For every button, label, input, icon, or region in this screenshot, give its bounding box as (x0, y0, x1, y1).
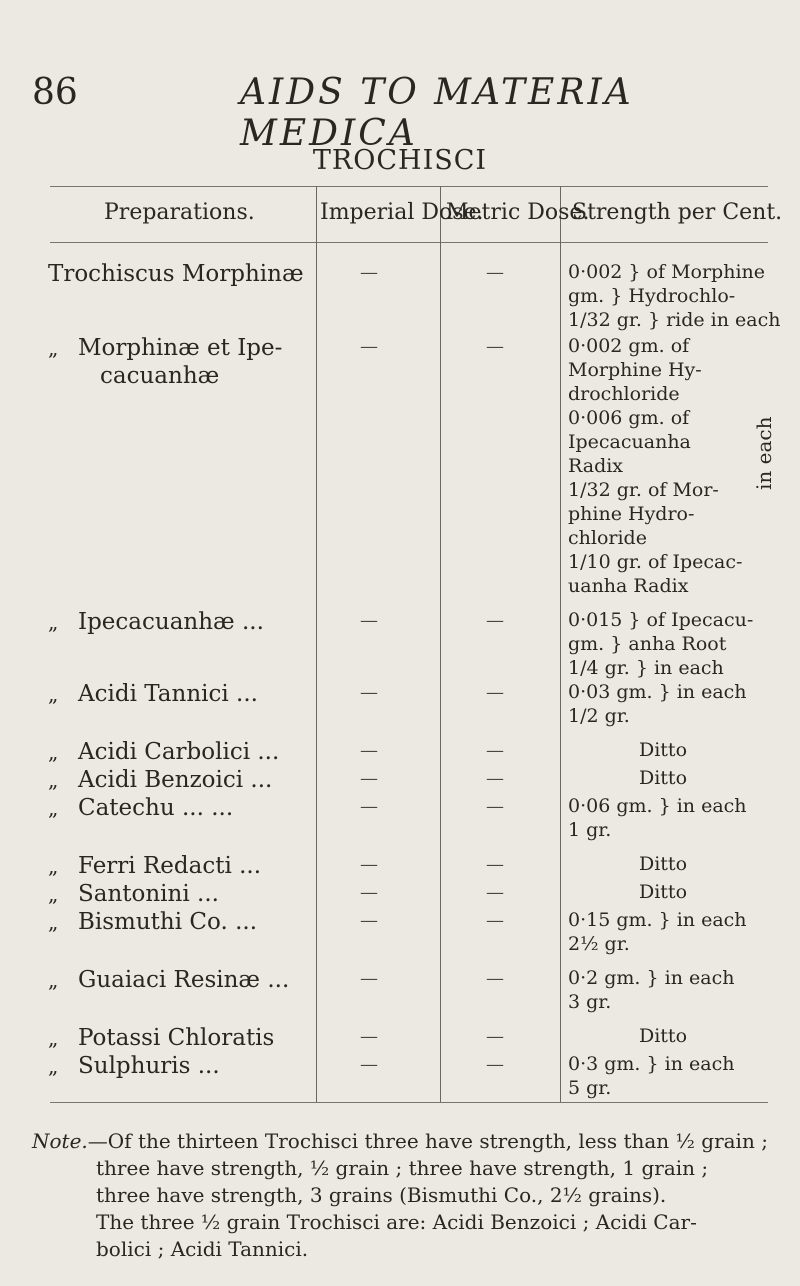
column-header-imperial: Imperial Dose. (320, 200, 484, 225)
strength-cell: Ditto (638, 767, 688, 789)
imperial-dose: — (360, 796, 378, 817)
preparation-name: Potassi Chloratis (78, 1025, 275, 1051)
table-row (48, 738, 279, 766)
metric-dose: — (486, 682, 504, 703)
metric-dose: — (486, 768, 504, 789)
metric-dose: — (486, 910, 504, 931)
footnote: Note.—Of the thirteen Trochisci three have strength, less than ½ grain ; three have strength, ½ grain ; three have strength, 1 grain ; three have strength, 3 grains (Bismuthi Co., 2½ grains). The three ½ grain Trochisci are: Acidi Benzoici ; Acidi Car- bolici ; Acidi Tannici. (32, 1129, 768, 1261)
strength-cell: 0·002 } of Morphine gm. } Hydrochlo- 1/32 gr. } ride in each (568, 261, 781, 331)
metric-dose: — (486, 1054, 504, 1075)
imperial-dose: — (360, 682, 378, 703)
ditto-mark: „ (48, 796, 59, 820)
column-divider (440, 186, 441, 1102)
imperial-dose: — (360, 336, 378, 357)
strength-cell: 0·15 gm. } in each 2½ gr. (568, 909, 747, 955)
imperial-dose: — (360, 910, 378, 931)
preparation-name: Acidi Carbolici ... (78, 739, 280, 765)
section-title: TROCHISCI (312, 145, 488, 176)
table-row (48, 908, 257, 936)
table-row (48, 334, 282, 390)
table-row (48, 966, 289, 994)
metric-dose: — (486, 336, 504, 357)
ditto-mark: „ (48, 336, 59, 360)
column-divider (560, 186, 561, 1102)
note-label: Note. (32, 1129, 88, 1153)
strength-cell: Ditto (638, 1025, 688, 1047)
preparation-name: Catechu ... ... (78, 795, 234, 821)
imperial-dose: — (360, 740, 378, 761)
metric-dose: — (486, 968, 504, 989)
imperial-dose: — (360, 968, 378, 989)
ditto-mark: „ (48, 1026, 59, 1050)
strength-cell: 0·015 } of Ipecacu- gm. } anha Root 1/4 gr. } in each (568, 609, 754, 679)
metric-dose: — (486, 740, 504, 761)
ditto-mark: „ (48, 1054, 59, 1078)
preparation-name: Ipecacuanhæ ... (78, 609, 264, 635)
preparation-name: Sulphuris ... (78, 1053, 220, 1079)
imperial-dose: — (360, 882, 378, 903)
preparation-name: Ferri Redacti ... (78, 853, 262, 879)
strength-cell: 0·002 gm. of Morphine Hy- drochloride 0·006 gm. of Ipecacuanha Radix 1/32 gr. of Mor- phine Hydro- chloride 1/10 gr. of Ipecac- uanha Radix (568, 335, 743, 597)
column-header-preparations: Preparations. (104, 200, 255, 225)
ditto-mark: „ (48, 768, 59, 792)
running-title: AIDS TO MATERIA MEDICA (240, 72, 634, 154)
metric-dose: — (486, 610, 504, 631)
preparation-name-continued: cacuanhæ (100, 363, 220, 389)
imperial-dose: — (360, 610, 378, 631)
ditto-mark: „ (48, 682, 59, 706)
metric-dose: — (486, 796, 504, 817)
strength-cell: Ditto (638, 739, 688, 761)
table-row (48, 794, 233, 822)
ditto-mark: „ (48, 968, 59, 992)
strength-cell: 0·03 gm. } in each 1/2 gr. (568, 681, 747, 727)
preparation-name: Bismuthi Co. ... (78, 909, 258, 935)
metric-dose: — (486, 882, 504, 903)
table-row (48, 608, 264, 636)
preparation-name: Acidi Benzoici ... (78, 767, 273, 793)
preparation-name: Acidi Tannici ... (78, 681, 258, 707)
table-row (48, 680, 258, 708)
header-bottom-rule (50, 242, 768, 243)
strength-cell: Ditto (638, 853, 688, 875)
ditto-mark: „ (48, 740, 59, 764)
imperial-dose: — (360, 854, 378, 875)
preparation-name: Guaiaci Resinæ ... (78, 967, 290, 993)
page-header (32, 72, 772, 154)
metric-dose: — (486, 854, 504, 875)
strength-side-note: in each (752, 416, 776, 490)
table-row (48, 766, 272, 794)
preparation-name: Morphinæ et Ipe- (78, 335, 283, 361)
column-header-strength: Strength per Cent. (572, 200, 783, 225)
metric-dose: — (486, 1026, 504, 1047)
imperial-dose: — (360, 1054, 378, 1075)
table-row (48, 1052, 220, 1080)
strength-cell: Ditto (638, 881, 688, 903)
imperial-dose: — (360, 262, 378, 283)
ditto-mark: „ (48, 854, 59, 878)
table-row (48, 852, 261, 880)
table-row (48, 1024, 274, 1052)
table-row (48, 880, 219, 908)
table-row (48, 260, 304, 288)
table-bottom-rule (50, 1102, 768, 1103)
preparation-name: Trochiscus Morphinæ (48, 261, 304, 287)
strength-cell: 0·3 gm. } in each 5 gr. (568, 1053, 735, 1099)
page-number: 86 (32, 72, 78, 113)
column-divider (316, 186, 317, 1102)
preparation-name: Santonini ... (78, 881, 219, 907)
imperial-dose: — (360, 768, 378, 789)
column-header-metric: Metric Dose. (446, 200, 590, 225)
table-top-rule (50, 186, 768, 187)
ditto-mark: „ (48, 910, 59, 934)
metric-dose: — (486, 262, 504, 283)
ditto-mark: „ (48, 610, 59, 634)
ditto-mark: „ (48, 882, 59, 906)
imperial-dose: — (360, 1026, 378, 1047)
strength-cell: 0·2 gm. } in each 3 gr. (568, 967, 735, 1013)
strength-cell: 0·06 gm. } in each 1 gr. (568, 795, 747, 841)
